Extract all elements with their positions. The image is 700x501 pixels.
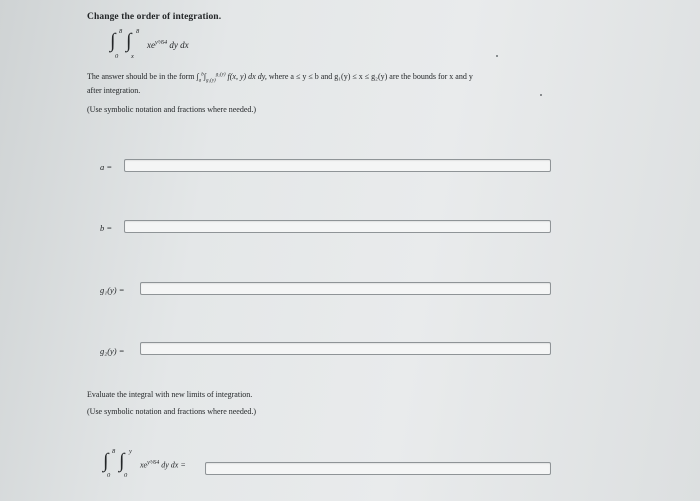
form-lower: a bbox=[198, 78, 202, 84]
form-expression: f(x, y) dx dy, bbox=[227, 72, 267, 81]
integrand bbox=[147, 40, 189, 50]
b-input[interactable] bbox=[124, 220, 551, 233]
speck bbox=[496, 55, 498, 57]
g2-label: g₂(y) = bbox=[100, 346, 125, 356]
differentials: dy dx bbox=[169, 40, 189, 50]
new-integrand bbox=[140, 460, 186, 470]
new-integrand-exponent: y³/64 bbox=[147, 460, 160, 466]
new-differentials: dy dx = bbox=[161, 460, 186, 470]
form-inner-upper: g₂(y) bbox=[215, 72, 226, 78]
question-prompt: Change the order of integration. bbox=[87, 12, 222, 22]
form-integral: $\int_a^b\int_{g_1(y)}^{g_2(y)}$ bbox=[196, 72, 226, 84]
a-label: a = bbox=[100, 162, 113, 172]
new-inner-upper-limit: y bbox=[129, 448, 132, 455]
inner-upper-limit: 8 bbox=[136, 28, 140, 35]
symbolic-note-1: (Use symbolic notation and fractions where needed.) bbox=[87, 105, 257, 114]
new-inner-integral-sign: ∫ bbox=[119, 450, 125, 472]
integrand-base: xe bbox=[147, 40, 155, 50]
form-suffix: where a ≤ y ≤ b and g₁(y) ≤ x ≤ g₂(y) are the bounds for x and y bbox=[268, 72, 473, 81]
symbolic-note-2: (Use symbolic notation and fractions where needed.) bbox=[87, 407, 257, 416]
speck bbox=[540, 94, 542, 96]
g2-input[interactable] bbox=[140, 342, 551, 355]
outer-integral-sign: ∫ bbox=[110, 30, 116, 52]
a-input[interactable] bbox=[124, 159, 551, 172]
new-outer-integral-sign: ∫ bbox=[103, 450, 109, 472]
outer-upper-limit: 8 bbox=[119, 28, 123, 35]
inner-lower-limit: x bbox=[131, 53, 134, 60]
form-upper: b bbox=[201, 72, 204, 78]
b-label: b = bbox=[100, 223, 113, 233]
form-inner-lower: g₁(y) bbox=[205, 78, 216, 84]
integrand-exponent: y³/64 bbox=[155, 40, 168, 46]
inner-integral-sign: ∫ bbox=[126, 30, 132, 52]
evaluate-prompt: Evaluate the integral with new limits of integration. bbox=[87, 390, 253, 399]
form-continuation: after integration. bbox=[87, 86, 141, 95]
form-instruction bbox=[87, 72, 473, 84]
outer-lower-limit: 0 bbox=[115, 53, 119, 60]
new-inner-lower-limit: 0 bbox=[124, 472, 128, 479]
g1-label: g₁(y) = bbox=[100, 285, 125, 295]
new-integrand-base: xe bbox=[140, 460, 148, 470]
g1-input[interactable] bbox=[140, 282, 551, 295]
new-outer-upper-limit: 8 bbox=[112, 448, 116, 455]
new-outer-lower-limit: 0 bbox=[107, 472, 111, 479]
form-prefix: The answer should be in the form bbox=[87, 72, 195, 81]
result-input[interactable] bbox=[205, 462, 551, 475]
